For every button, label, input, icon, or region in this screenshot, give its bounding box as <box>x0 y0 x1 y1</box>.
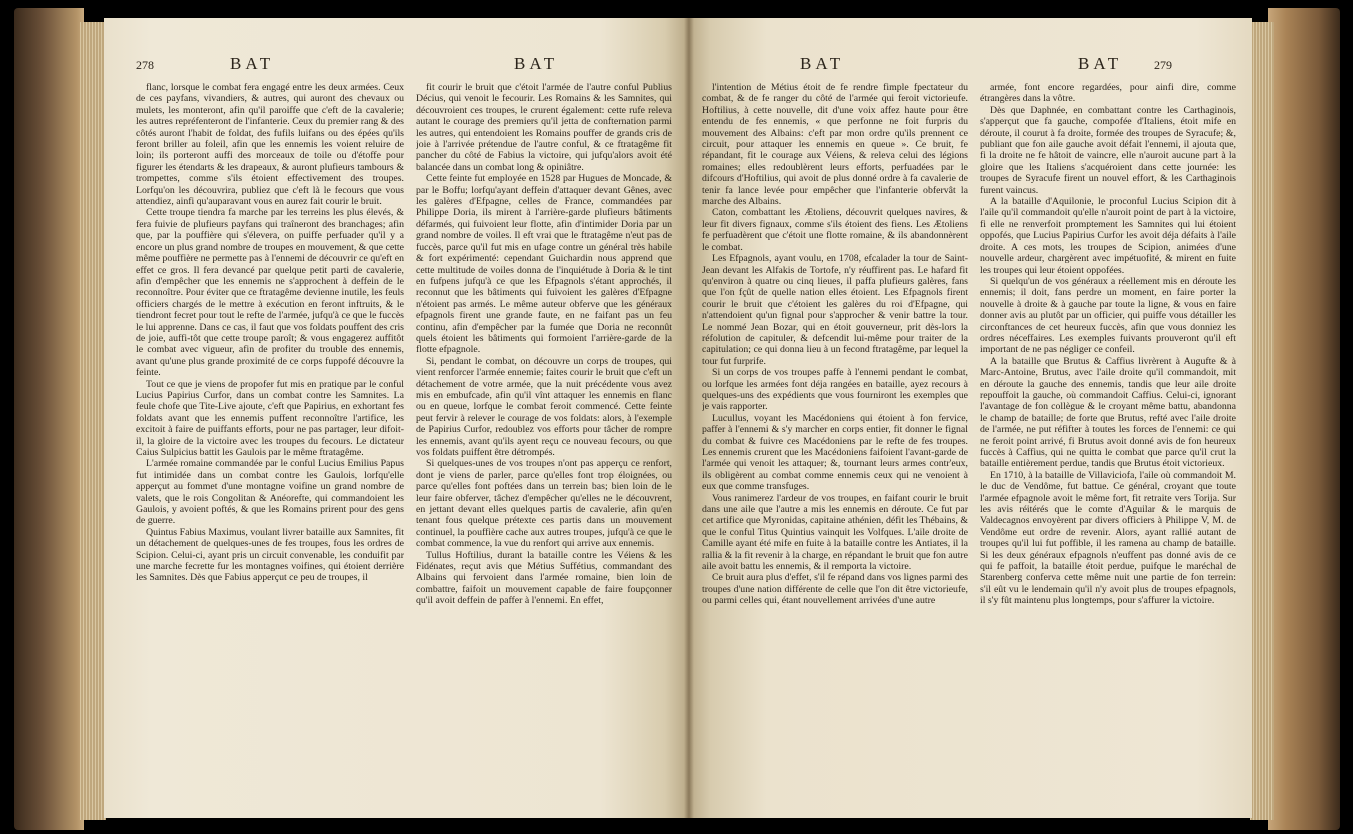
left-page-edges <box>80 22 106 820</box>
paragraph: A la bataille d'Aquilonie, le proconful Lucius Scipion dit à l'aile qu'il commandoit qu'elle n'auroit point de part à la victoire, fi elle ne renverfoit promptement les Samnites qui lui étoient oppofés, que Lucius Papirius Curfor les avoit déja défaits à l'aile droite. A ces mots, les troupes de Scipion, animées d'une nouvelle ardeur, chargèrent avec impétuofité, & mirent en fuite les troupes qui leur étoient oppofées. <box>980 196 1236 276</box>
paragraph: armée, font encore regardées, pour ainfi dire, comme étrangères dans la vôtre. <box>980 82 1236 105</box>
paragraph: Si quelqu'un de vos généraux a réellement mis en déroute les ennemis; il doit, fans perdre un moment, en faire porter la nouvelle à droite & à gauche par toute la ligne, & vous en faire donner avis au plutôt par un officier, qui puiffe vous détailler les circonftances de cet heureux fuccès, afin que vous donniez les ordres néceffaires. Les exemples fuivants prouveront qu'il eft important de ne pas négliger ce confeil. <box>980 275 1236 356</box>
paragraph: fit courir le bruit que c'étoit l'armée de l'autre conful Publius Décius, qui venoit le fecourir. Les Romains & les Samnites, qui découvroient ces troupes, le crurent également: cette rufe releva autant le courage des premiers qu'il jetta de confternation parmi les autres, qui entendoient les Romains pouffer de grands cris de joie à l'arrivée prétendue de l'autre conful, & ce ftratagême fit pancher du côté de Fabius la victoire, qui jufqu'alors avoit été balancée dans un combat long & opiniâtre. <box>416 82 672 173</box>
right-page <box>688 18 1252 818</box>
paragraph: Tullus Hoftilius, durant la bataille contre les Véiens & les Fidénates, reçut avis que Métius Suffétius, commandant des Albains qui fervoient dans l'armée romaine, bien loin de combattre, faifoit un mouvement capable de faire foupçonner qu'il avoit deffein de paffer à l'ennemi. En effet, <box>416 549 672 607</box>
right-page-column-1 <box>702 82 968 822</box>
right-page-header <box>800 54 1240 74</box>
right-cover <box>1268 8 1340 830</box>
paragraph: Cette troupe tiendra fa marche par les terreins les plus élevés, & fera fuivie de plufieurs payfans qui traîneront des branchages; afin que, par la pouffière qui s'élevera, on puiffe perfuader qu'il y a encore un plus grand nombre de troupes en mouvement, & que cette même pouffière ne permette pas à l'ennemi de découvrir ce qu'eft en effet ce gros. Il fera devancé par quelque petit parti de cavalerie, afin d'empêcher que les ennemis ne s'approchent à deffein de le reconnoître. Pour éviter que ce ftratagême devienne inutile, les feuls officiers chargés de le mettre à exécution en feront inftruits, & le tiendront fecret pour tout le refte de l'armée, jufqu'à ce que le fuccès le lui apprenne. Dans ce cas, il faut que vos foldats pouffent des cris de joie, auffi-tôt que cette troupe paroît; & vous engagerez auffitôt le combat avec vigueur, afin de profiter du trouble des ennemis, avant qu'une plus grande proximité de ce corps fuppofé découvre la feinte. <box>136 207 404 379</box>
right-page-headword-1: BAT <box>800 54 845 73</box>
left-page-header <box>136 54 559 74</box>
right-page-number: 279 <box>1154 58 1172 72</box>
paragraph: Lucullus, voyant les Macédoniens qui étoient à fon fervice, paffer à l'ennemi & s'y marcher en corps entier, fit donner le fignal du combat & fuivre ces Macédoniens par le refte de fes troupes. Les ennemis crurent que les Macédoniens faifoient l'avant-garde de l'armée qui venoit les attaquer; &, tournant leurs armes contr'eux, ils obligèrent au combat comme ennemis ceux qui ne venoient à eux que comme transfuges. <box>702 412 968 493</box>
paragraph: flanc, lorsque le combat fera engagé entre les deux armées. Ceux de ces payfans, vivandiers, & autres, qui auront des chevaux ou mulets, les monteront, afin qu'il paroiffe que c'eft de la cavalerie; les autres repréfenteront de l'infanterie. Ceux du premier rang & des côtés auront l'habit de foldat, des fufils luifans ou des épées qu'ils feront briller au foleil, afin que les ennemis les voient reluire de loin; ils porteront auffi des morceaux de toile ou d'étoffe pour figurer les étendarts & les drapeaux, & auront plufieurs tambours & trompettes, comme s'ils étoient effectivement des troupes. Lorfqu'on les découvrira, publiez que c'eft là le fecours que vous attendiez, ainfi qu'auparavant vous en aurez fait courir le bruit. <box>136 82 404 208</box>
left-page-column-1 <box>136 82 404 822</box>
paragraph: Quintus Fabius Maximus, voulant livrer bataille aux Samnites, fit un détachement de quelques-unes de fes troupes, fous les ordres de Scipion. Celui-ci, ayant pris un circuit convenable, les conduifit par une marche fecrette fur les montagnes voifines, qui étoient derrière les Samnites. Dès que Fabius apperçut ce peu de troupes, il <box>136 526 404 584</box>
right-page-edges <box>1250 22 1274 820</box>
paragraph: Vous ranimerez l'ardeur de vos troupes, en faifant courir le bruit dans une aile que l'autre a mis les ennemis en déroute. Ce fut par cet artifice que Myronidas, capitaine athénien, défit les Thébains, & que le conful Titus Quintius vainquit les Volfques. L'aile droite de Camille ayant été mife en fuite à la bataille contre les Antiates, il la rallia & la fit revenir à la charge, en répandant le bruit que fon autre aile avoit battu les ennemis, & il remporta la victoire. <box>702 492 968 573</box>
left-cover <box>14 8 84 830</box>
paragraph: Si, pendant le combat, on découvre un corps de troupes, qui vient renforcer l'armée ennemie; faites courir le bruit que c'eft un détachement de votre armée, que la nuit précédente vous avez mis en embufcade, afin qu'il vînt attaquer les ennemis en flanc ou en queue, lorfque le combat feroit commencé. Cette feinte peut fervir à relever le courage de vos foldats: alors, à l'exemple de Papirius Curfor, redoublez vos efforts pour tâcher de rompre les ennemis, avant qu'ils ayent reçu ce nouveau fecours, ou que vos foldats puiffent être détrompés. <box>416 355 672 458</box>
right-page-column-2 <box>980 82 1236 822</box>
paragraph: L'armée romaine commandée par le conful Lucius Emilius Papus fut intimidée dans un combat contre les Gaulois, lorfqu'elle apperçut au fommet d'une montagne voifine un grand nombre de valets, que le rois Congolitan & Anéorefte, qui commandoient les Gaulois, y avoient poftés, & que les Romains prirent pour des gens de guerre. <box>136 458 404 527</box>
paragraph: A la bataille que Brutus & Caffius livrèrent à Augufte & à Marc-Antoine, Brutus, avec l'aile droite qu'il commandoit, mit en déroute la gauche des ennemis, tandis que leur aile droite repouffoit la gauche, où commandoit Caffius. Celui-ci, ignorant l'avantage de fon collègue & le croyant même battu, abandonna le champ de bataille; de forte que Brutus, refté avec l'aile droite de l'armée, ne put réfifter à toutes les forces de l'ennemi: ce qui ne feroit point arrivé, fi Brutus avoit donné avis de fon heureux fuccès à Caffius, qui ne quitta le combat que parce qu'il crut la bataille entièrement perdue, tandis que Brutus étoit victorieux. <box>980 355 1236 470</box>
paragraph: Caton, combattant les Ætoliens, découvrit quelques navires, & leur fit divers fignaux, comme s'ils étoient des fiens. Les Ætoliens fe perfuadèrent que c'étoit une flotte romaine, & ils abandonnèrent le combat. <box>702 207 968 253</box>
left-page-headword-1: BAT <box>230 54 275 73</box>
left-page-number: 278 <box>136 58 154 72</box>
book-gutter <box>684 18 694 818</box>
paragraph: Si un corps de vos troupes paffe à l'ennemi pendant le combat, ou lorfque les armées font déja rangées en bataille, ayez recours à quelques-uns des expédients que vous fourniront les exemples que je vais rapporter. <box>702 367 968 413</box>
paragraph: Tout ce que je viens de propofer fut mis en pratique par le conful Lucius Papirius Curfor, dans un combat contre les Samnites. La feule chofe que Tite-Live ajoute, c'eft que Papirius, en exhortant fes foldats avant que les ennemis puffent reconnoître l'artifice, les excitoit à faire de puiffants efforts, pour ne pas partager, leur difoit-il, la gloire de la victoire avec les troupes du fecours. Le dictateur Caius Sulpicius battit les Gaulois par le même ftratagême. <box>136 378 404 458</box>
paragraph: l'intention de Métius étoit de fe rendre fimple fpectateur du combat, & de fe ranger du côté de l'armée qui feroit victorieufe. Hoftilius, à cette nouvelle, dit d'une voix affez haute pour être entendu de fes ennemis, « que perfonne ne foit furpris du mouvement des Albains: c'eft par mon ordre qu'ils prennent ce circuit, pour attaquer les ennemis en queue ». Ce bruit, fe répandant, fit le courage aux Véiens, & releva celui des légions romaines; elles redoublèrent leurs efforts, perfuadées par le difcours d'Hoftilius, qui avoit de plus donné ordre à fa cavalerie de tenir fa lance levée pour empêcher que l'infanterie obfervât la marche des Albains. <box>702 82 968 208</box>
left-page <box>104 18 688 818</box>
paragraph: En 1710, à la bataille de Villaviciofa, l'aile où commandoit M. le duc de Vendôme, fut battue. Ce général, croyant que toute l'armée efpagnole avoit le même fort, fit retraite vers Torija. Sur les avis réitérés que le comte d'Aguilar & le marquis de Valdecagnos envoyèrent par divers officiers à Philippe V, M. de Vendôme eut ordre de revenir. Alors, ayant rallié autant de troupes qu'il lui fut poffible, il les ramena au champ de bataille. Si les deux généraux efpagnols n'euffent pas donné avis de ce qui fe paffoit, la bataille étoit perdue, puifque le maréchal de Starenberg conferva cette même nuit une partie de fon terrein: s'il eût vu le lendemain qu'il n'y avoit plus de troupes efpagnols, il s'y fût maintenu plus longtemps, pour s'affurer la victoire. <box>980 469 1236 607</box>
paragraph: Cette feinte fut employée en 1528 par Hugues de Moncade, & par le Boffu; lorfqu'ayant deffein d'attaquer devant Gênes, avec les galères d'Efpagne, celles de France, commandées par Philippe Doria, ils mirent à l'arrière-garde plufieurs bâtiments défarmés, qui fuivoient leur flotte, afin d'intimider Doria par un grand nombre de voiles. Il eft vrai que le ftratagême n'eut pas de fuccès, parce qu'il fut mis en ufage contre un général très habile & fort expérimenté: cependant Guichardin nous apprend que cette multitude de voiles donna de l'inquiétude à Doria & le tint en fufpens jufqu'à ce que les Efpagnols s'étant approchés, il reconnut que les bâtiments qui fuivoient les galères d'Efpagne n'étoient pas armés. Le même auteur obferve que les généraux efpagnols firent une grande faute, en ne faifant pas un feu continu, afin d'empêcher par la fumée que Doria ne reconnût quels étoient les bâtiments qui formoient l'arrière-garde de la flotte efpagnole. <box>416 173 672 356</box>
left-page-headword-2: BAT <box>514 54 559 73</box>
paragraph: Ce bruit aura plus d'effet, s'il fe répand dans vos lignes parmi des troupes d'une nation différente de celle que l'on dit être victorieufe, ou parmi celles qui, étant nouvellement arrivées d'une autre <box>702 572 968 607</box>
paragraph: Dès que Daphnée, en combattant contre les Carthaginois, s'apperçut que fa gauche, compofée d'Italiens, étoit mife en déroute, il courut à fa droite, formée des troupes de Syracufe; &, publiant que fon aile gauche avoit défait l'ennemi, il ajouta que, fi la droite ne fe hâtoit de vaincre, elle n'auroit aucune part à la gloire que les Italiens s'acquéroient dans cette journée: les troupes de Syracufe firent un nouvel effort, & les Carthaginois furent vaincus. <box>980 104 1236 196</box>
right-page-headword-2: BAT <box>1078 54 1123 73</box>
left-page-column-2 <box>416 82 672 822</box>
paragraph: Si quelques-unes de vos troupes n'ont pas apperçu ce renfort, dont je viens de parler, parce qu'elles font trop éloignées, ou parce qu'elles font poftées dans un terrein bas; bien loin de le leur faire obferver, tâchez d'empêcher qu'elles ne le découvrent, en jettant devant elles quelques partis de cavalerie, afin qu'en tenant fous quelque prétexte ces partis dans un mouvement continuel, la pouffière cache aux autres troupes, jufqu'à ce que le combat commence, la vue du renfort qui arrive aux ennemis. <box>416 458 672 550</box>
paragraph: Les Efpagnols, ayant voulu, en 1708, efcalader la tour de Saint-Jean devant les Alfakis de Tortofe, n'y réuffirent pas. Le hafard fit qu'environ à quatre ou cinq lieues, il paffa plufieurs galères, fans que l'on fçût de quelle nation elles étoient. Les Efpagnols firent courir le bruit que c'étoient les galères du roi d'Efpagne, qui n'attendoient qu'un fignal pour s'approcher & venir battre la tour. Le nommé Jean Bozar, qui en étoit gouverneur, prit dès-lors la réfolution de capituler, & defcendit lui-même pour traiter de la capitulation; ce qui donna lieu à un fecond ftratagême, par lequel la tour fut furprife. <box>702 253 968 367</box>
